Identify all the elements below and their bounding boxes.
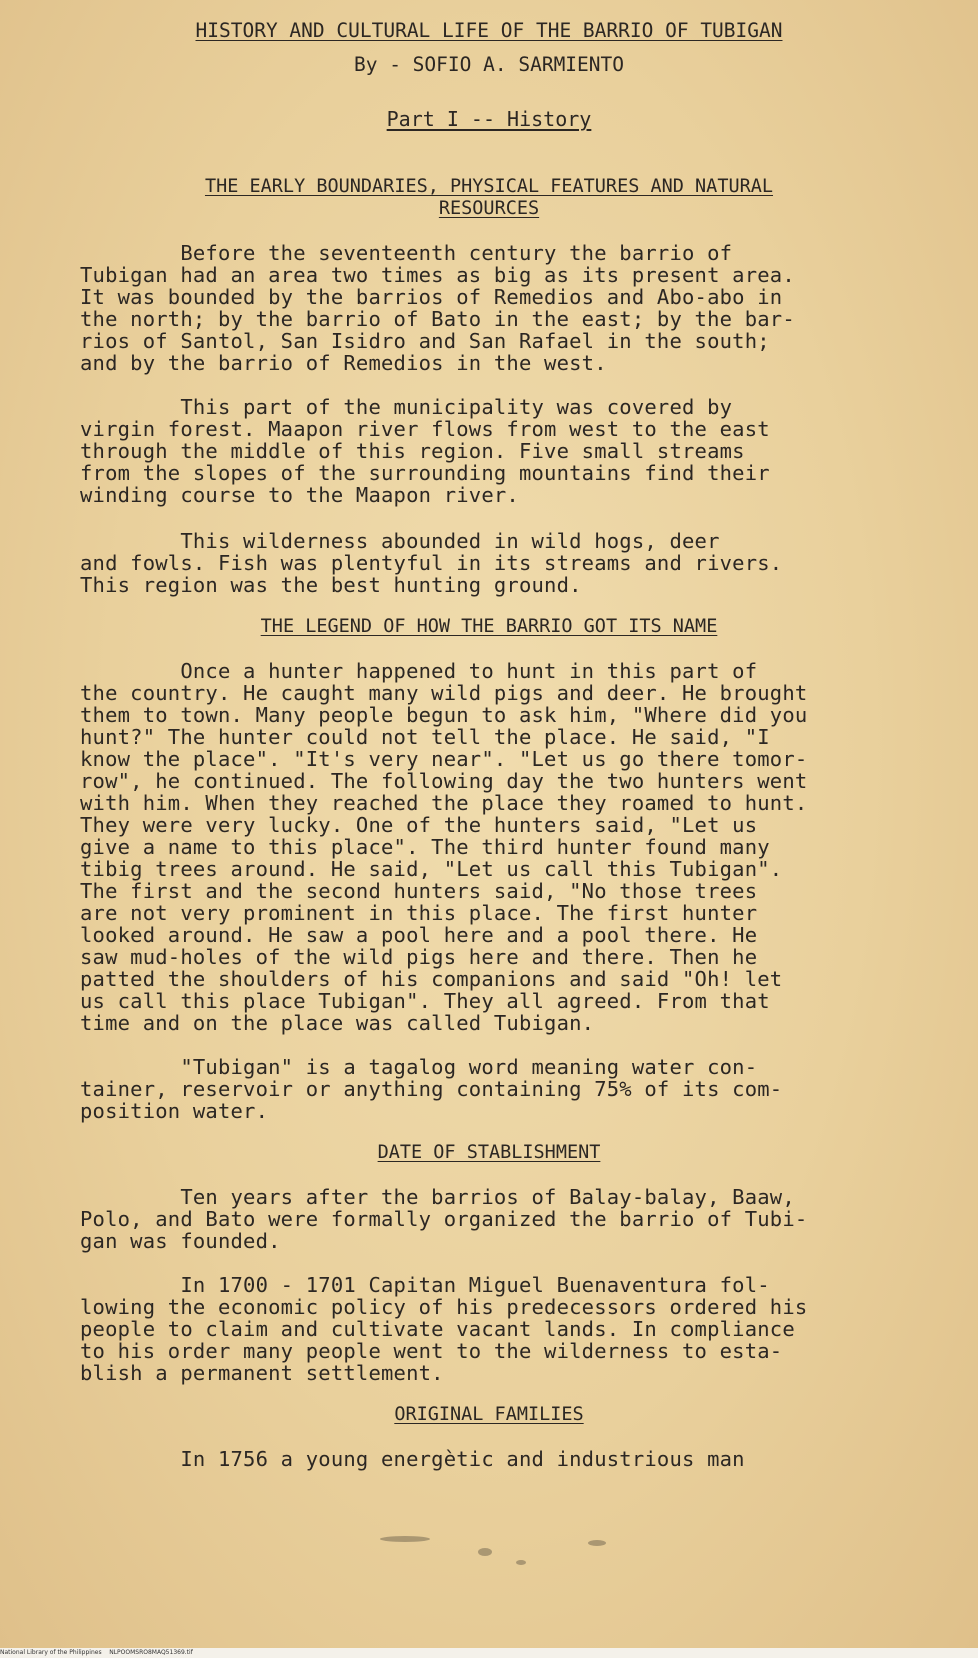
text-line: virgin forest. Maapon river flows from west to the east (80, 417, 770, 441)
ink-smudge (478, 1548, 492, 1556)
text-line: lowing the economic policy of his predecessors ordered his (80, 1295, 808, 1319)
text-line: This region was the best hunting ground. (80, 573, 582, 597)
byline: By - SOFIO A. SARMIENTO (353, 53, 625, 76)
text-line: know the place". "It's very near". "Let us go there tomor- (80, 747, 808, 771)
text-line: This part of the municipality was covered by (80, 395, 733, 419)
text-line: and fowls. Fish was plentyful in its streams and rivers. (80, 551, 783, 575)
text-line: are not very prominent in this place. The first hunter (80, 901, 758, 925)
ink-smudge (380, 1536, 430, 1542)
text-line: winding course to the Maapon river. (80, 483, 519, 507)
text-line: and by the barrio of Remedios in the west. (80, 351, 607, 375)
text-line: give a name to this place". The third hunter found many (80, 835, 770, 859)
section-heading-original-families: ORIGINAL FAMILIES (394, 1404, 584, 1425)
text-line: rios of Santol, San Isidro and San Rafael in the south; (80, 329, 770, 353)
text-line: In 1700 - 1701 Capitan Miguel Buenaventura fol- (80, 1273, 770, 1297)
text-line: Polo, and Bato were formally organized the barrio of Tubi- (80, 1207, 808, 1231)
text-line: They were very lucky. One of the hunters said, "Let us (80, 813, 758, 837)
document-title: HISTORY AND CULTURAL LIFE OF THE BARRIO OF TUBIGAN (195, 19, 783, 42)
text-line: through the middle of this region. Five small streams (80, 439, 745, 463)
text-line: The first and the second hunters said, "No those trees (80, 879, 758, 903)
text-line: to his order many people went to the wilderness to esta- (80, 1339, 783, 1363)
section-heading-legend: THE LEGEND OF HOW THE BARRIO GOT ITS NAME (260, 616, 718, 637)
text-line: In 1756 a young energètic and industrious man (80, 1447, 745, 1471)
text-line: This wilderness abounded in wild hogs, deer (80, 529, 720, 553)
text-line: position water. (80, 1099, 269, 1123)
text-line: "Tubigan" is a tagalog word meaning water con- (80, 1055, 758, 1079)
text-line: the north; by the barrio of Bato in the east; by the bar- (80, 307, 795, 331)
text-line: gan was founded. (80, 1229, 281, 1253)
text-line: time and on the place was called Tubigan. (80, 1011, 595, 1035)
text-line: people to claim and cultivate vacant lands. In compliance (80, 1317, 795, 1341)
ink-smudge (588, 1540, 606, 1546)
text-line: the country. He caught many wild pigs and deer. He brought (80, 681, 808, 705)
text-line: patted the shoulders of his companions and said "Oh! let (80, 967, 783, 991)
text-line: Before the seventeenth century the barrio of (80, 241, 733, 265)
section-heading-establishment: DATE OF STABLISHMENT (377, 1142, 601, 1163)
text-line: with him. When they reached the place they roamed to hunt. (80, 791, 808, 815)
text-line: tainer, reservoir or anything containing 75% of its com- (80, 1077, 783, 1101)
section-heading-boundaries-line2: RESOURCES (438, 198, 540, 219)
ink-smudge (516, 1560, 526, 1565)
text-line: Tubigan had an area two times as big as its present area. (80, 263, 795, 287)
text-line: looked around. He saw a pool here and a pool there. He (80, 923, 758, 947)
text-line: Ten years after the barrios of Balay-balay, Baaw, (80, 1185, 795, 1209)
text-line: blish a permanent settlement. (80, 1361, 444, 1385)
text-line: saw mud-holes of the wild pigs here and there. Then he (80, 945, 758, 969)
text-line: row", he continued. The following day the two hunters went (80, 769, 808, 793)
text-line: hunt?" The hunter could not tell the place. He said, "I (80, 725, 770, 749)
text-line: It was bounded by the barrios of Remedios and Abo-abo in (80, 285, 783, 309)
scan-footer: National Library of the Philippines NLPOOMSRO8MAQ51369.tif (0, 1648, 978, 1658)
text-line: them to town. Many people begun to ask him, "Where did you (80, 703, 808, 727)
part-heading: Part I -- History (386, 107, 592, 131)
section-heading-boundaries-line1: THE EARLY BOUNDARIES, PHYSICAL FEATURES AND NATURAL (204, 176, 774, 197)
text-line: from the slopes of the surrounding mountains find their (80, 461, 770, 485)
text-line: Once a hunter happened to hunt in this part of (80, 659, 758, 683)
text-line: tibig trees around. He said, "Let us call this Tubigan". (80, 857, 783, 881)
text-line: us call this place Tubigan". They all agreed. From that (80, 989, 770, 1013)
